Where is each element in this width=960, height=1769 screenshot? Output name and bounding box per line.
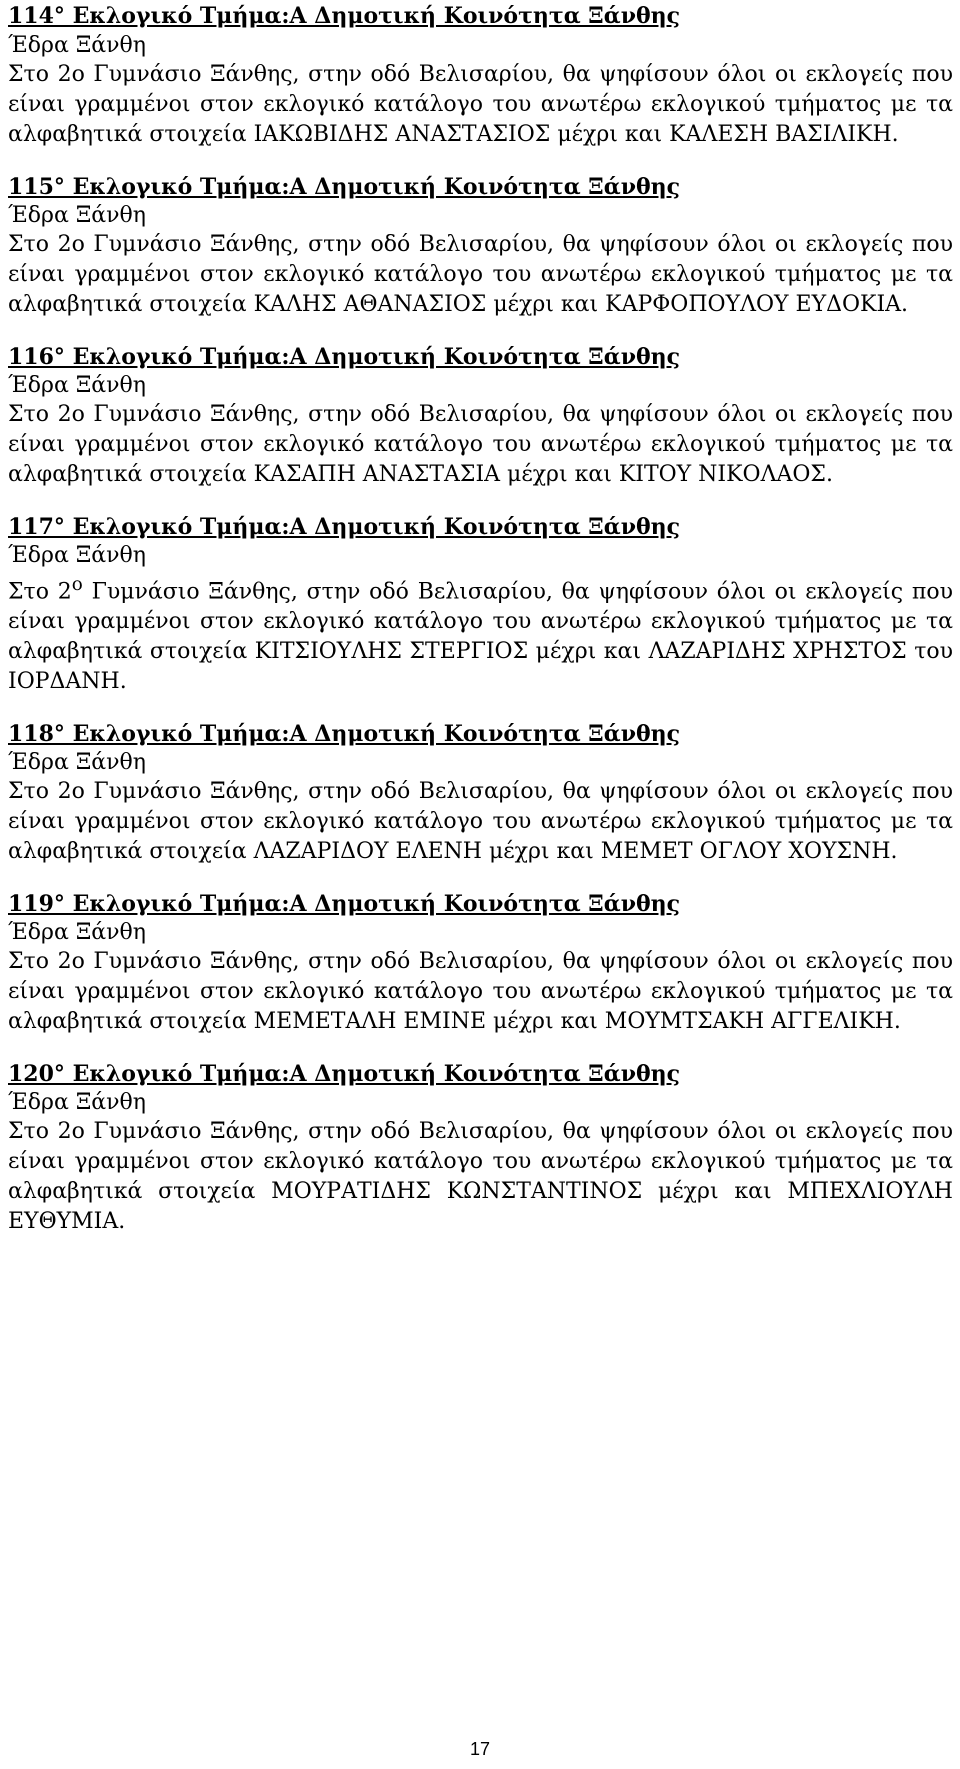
section-heading: 119° Εκλογικό Τμήμα:Α Δημοτική Κοινότητα Ξάνθης xyxy=(8,891,681,918)
ordinal-superscript: ο xyxy=(71,574,83,595)
section-body-rest: Γυμνάσιο Ξάνθης, στην οδό Βελισαρίου, θα ψηφίσουν όλοι οι εκλογείς που είναι γραμμένοι στον εκλογικό κατάλογο του ανωτέρω εκλογικού τμήματος με τα αλφαβητικά στοιχεία ΚΙΤΣΙΟΥΛΗΣ ΣΤΕΡΓΙΟΣ μέχρι και ΛΑΖΑΡΙΔΗΣ ΧΡΗΣΤΟΣ του ΙΟΡΔΑΝΗ. xyxy=(8,579,953,695)
polling-section-116 xyxy=(8,342,953,490)
section-seat: Έδρα Ξάνθη xyxy=(8,373,146,398)
section-seat: Έδρα Ξάνθη xyxy=(8,750,146,776)
polling-section-119 xyxy=(8,889,953,1037)
section-seat: Έδρα Ξάνθη xyxy=(8,920,146,946)
section-body: Στο 2ο Γυμνάσιο Ξάνθης, στην οδό Βελισαρίου, θα ψηφίσουν όλοι οι εκλογείς που είναι γραμμένοι στον εκλογικό κατάλογο του ανωτέρω εκλογικού τμήματος με τα αλφαβητικά στοιχεία ΜΟΥΡΑΤΙΔΗΣ ΚΩΝΣΤΑΝΤΙΝΟΣ μέχρι και ΜΠΕΧΛΙΟΥΛΗ ΕΥΘΥΜΙΑ. xyxy=(8,1119,953,1235)
polling-section-118 xyxy=(8,719,953,867)
section-body: Στο 2ο Γυμνάσιο Ξάνθης, στην οδό Βελισαρίου, θα ψηφίσουν όλοι οι εκλογείς που είναι γραμμένοι στον εκλογικό κατάλογο του ανωτέρω εκλογικού τμήματος με τα αλφαβητικά στοιχεία ΜΕΜΕΤΑΛΗ ΕΜΙΝΕ μέχρι και ΜΟΥΜΤΣΑΚΗ ΑΓΓΕΛΙΚΗ. xyxy=(8,949,953,1035)
section-heading: 118° Εκλογικό Τμήμα:Α Δημοτική Κοινότητα Ξάνθης xyxy=(8,721,681,748)
polling-section-115 xyxy=(8,172,953,320)
section-heading: 114° Εκλογικό Τμήμα:Α Δημοτική Κοινότητα Ξάνθης xyxy=(8,3,681,29)
section-heading: 116° Εκλογικό Τμήμα:Α Δημοτική Κοινότητα Ξάνθης xyxy=(8,344,681,370)
section-body-prefix: Στο 2 xyxy=(8,579,72,605)
section-seat: Έδρα Ξάνθη xyxy=(8,1090,146,1116)
section-body: Στο 2ο Γυμνάσιο Ξάνθης, στην οδό Βελισαρίου, θα ψηφίσουν όλοι οι εκλογείς που είναι γραμμένοι στον εκλογικό κατάλογο του ανωτέρω εκλογικού τμήματος με τα αλφαβητικά στοιχεία ΙΑΚΩΒΙΔΗΣ ΑΝΑΣΤΑΣΙΟΣ μέχρι και ΚΑΛΕΣΗ ΒΑΣΙΛΙΚΗ. xyxy=(8,62,953,147)
polling-section-117 xyxy=(8,512,953,697)
section-body xyxy=(8,570,953,697)
section-heading: 120° Εκλογικό Τμήμα:Α Δημοτική Κοινότητα Ξάνθης xyxy=(8,1061,681,1088)
section-body: Στο 2ο Γυμνάσιο Ξάνθης, στην οδό Βελισαρίου, θα ψηφίσουν όλοι οι εκλογείς που είναι γραμμένοι στον εκλογικό κατάλογο του ανωτέρω εκλογικού τμήματος με τα αλφαβητικά στοιχεία ΛΑΖΑΡΙΔΟΥ ΕΛΕΝΗ μέχρι και ΜΕΜΕΤ ΟΓΛΟΥ ΧΟΥΣΝΗ. xyxy=(8,779,953,865)
polling-section-114 xyxy=(8,0,953,150)
page-number: 17 xyxy=(469,1739,491,1759)
section-seat: Έδρα Ξάνθη xyxy=(8,33,146,58)
section-body: Στο 2ο Γυμνάσιο Ξάνθης, στην οδό Βελισαρίου, θα ψηφίσουν όλοι οι εκλογείς που είναι γραμμένοι στον εκλογικό κατάλογο του ανωτέρω εκλογικού τμήματος με τα αλφαβητικά στοιχεία ΚΑΛΗΣ ΑΘΑΝΑΣΙΟΣ μέχρι και ΚΑΡΦΟΠΟΥΛΟΥ ΕΥΔΟΚΙΑ. xyxy=(8,232,953,317)
section-heading: 117° Εκλογικό Τμήμα:Α Δημοτική Κοινότητα Ξάνθης xyxy=(8,514,681,540)
section-body: Στο 2ο Γυμνάσιο Ξάνθης, στην οδό Βελισαρίου, θα ψηφίσουν όλοι οι εκλογείς που είναι γραμμένοι στον εκλογικό κατάλογο του ανωτέρω εκλογικού τμήματος με τα αλφαβητικά στοιχεία ΚΑΣΑΠΗ ΑΝΑΣΤΑΣΙΑ μέχρι και ΚΙΤΟΥ ΝΙΚΟΛΑΟΣ. xyxy=(8,402,953,487)
document-page xyxy=(8,0,953,1259)
section-heading: 115° Εκλογικό Τμήμα:Α Δημοτική Κοινότητα Ξάνθης xyxy=(8,174,681,200)
polling-section-120 xyxy=(8,1059,953,1237)
section-seat: Έδρα Ξάνθη xyxy=(8,543,146,568)
section-seat: Έδρα Ξάνθη xyxy=(8,203,146,228)
